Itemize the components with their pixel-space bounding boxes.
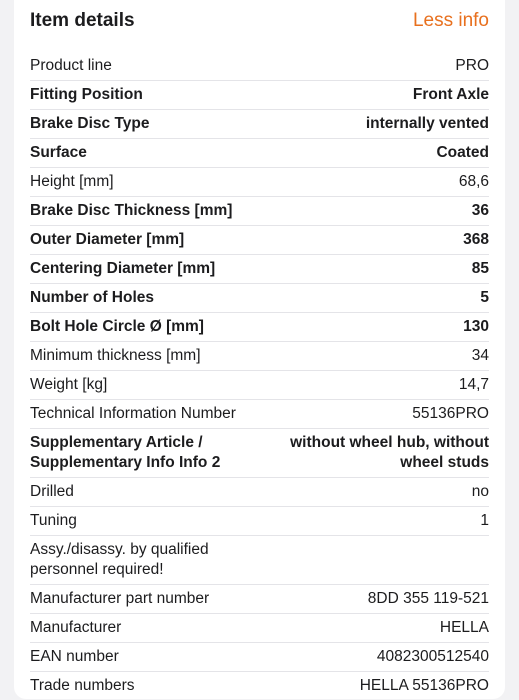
detail-value: no [471,483,489,500]
item-details-card [14,0,505,699]
detail-value: without wheel hub, without wheel studs [290,434,489,471]
detail-row-product-line [30,52,489,81]
detail-value: 5 [480,289,489,306]
detail-value: 8DD 355 119-521 [367,590,489,607]
detail-row-supplementary-info [30,429,489,478]
detail-value: 368 [463,231,489,248]
detail-value: 68,6 [458,173,489,190]
detail-label: Outer Diameter [mm] [30,231,185,248]
detail-label: Surface [30,144,87,161]
detail-value: 36 [471,202,489,219]
detail-row-brake-disc-thickness [30,197,489,226]
detail-row-minimum-thickness [30,342,489,371]
card-title: Item details [30,10,135,31]
detail-label: Height [mm] [30,173,114,190]
detail-row-bolt-hole-circle [30,313,489,342]
detail-value: PRO [455,57,489,74]
detail-value: 85 [471,260,489,277]
detail-label: Minimum thickness [mm] [30,347,201,364]
detail-row-qualified-personnel [30,536,489,585]
detail-label: Manufacturer part number [30,590,210,607]
detail-row-number-of-holes [30,284,489,313]
detail-value: 1 [480,512,489,529]
detail-row-tuning [30,507,489,536]
detail-label: Weight [kg] [30,376,108,393]
detail-label: Tuning [30,512,77,529]
detail-row-centering-diameter [30,255,489,284]
detail-label: Brake Disc Type [30,115,150,132]
detail-row-surface [30,139,489,168]
detail-value: Front Axle [412,86,489,103]
detail-value: 34 [471,347,489,364]
detail-label: Assy./disassy. by qualified personnel required! [30,541,209,578]
detail-row-height [30,168,489,197]
detail-label: Centering Diameter [mm] [30,260,216,277]
detail-row-outer-diameter [30,226,489,255]
detail-row-weight [30,371,489,400]
detail-value: HELLA [439,619,489,636]
detail-label: Number of Holes [30,289,155,306]
detail-row-technical-information-number [30,400,489,429]
detail-label: Product line [30,57,112,74]
card-header [30,0,489,50]
detail-label: Trade numbers [30,677,135,694]
detail-label: Technical Information Number [30,405,236,422]
detail-label: Bolt Hole Circle Ø [mm] [30,318,204,335]
detail-label: Fitting Position [30,86,143,103]
detail-label: Drilled [30,483,74,500]
detail-value: 130 [463,318,489,335]
less-info-link[interactable]: Less info [412,10,489,31]
detail-value: Coated [436,144,489,161]
detail-label: EAN number [30,648,119,665]
detail-value: HELLA 55136PRO [359,677,489,694]
details-list [30,52,489,700]
detail-row-manufacturer-part-number [30,585,489,614]
detail-row-ean-number [30,643,489,672]
detail-label: Brake Disc Thickness [mm] [30,202,233,219]
detail-value: 4082300512540 [376,648,489,665]
detail-row-brake-disc-type [30,110,489,139]
detail-row-fitting-position [30,81,489,110]
detail-row-manufacturer [30,614,489,643]
detail-value: 14,7 [458,376,489,393]
detail-row-drilled [30,478,489,507]
detail-label: Supplementary Article / Supplementary Info Info 2 [30,434,221,471]
detail-label: Manufacturer [30,619,122,636]
detail-row-trade-numbers [30,672,489,700]
detail-value: 55136PRO [412,405,489,422]
detail-value: internally vented [365,115,489,132]
